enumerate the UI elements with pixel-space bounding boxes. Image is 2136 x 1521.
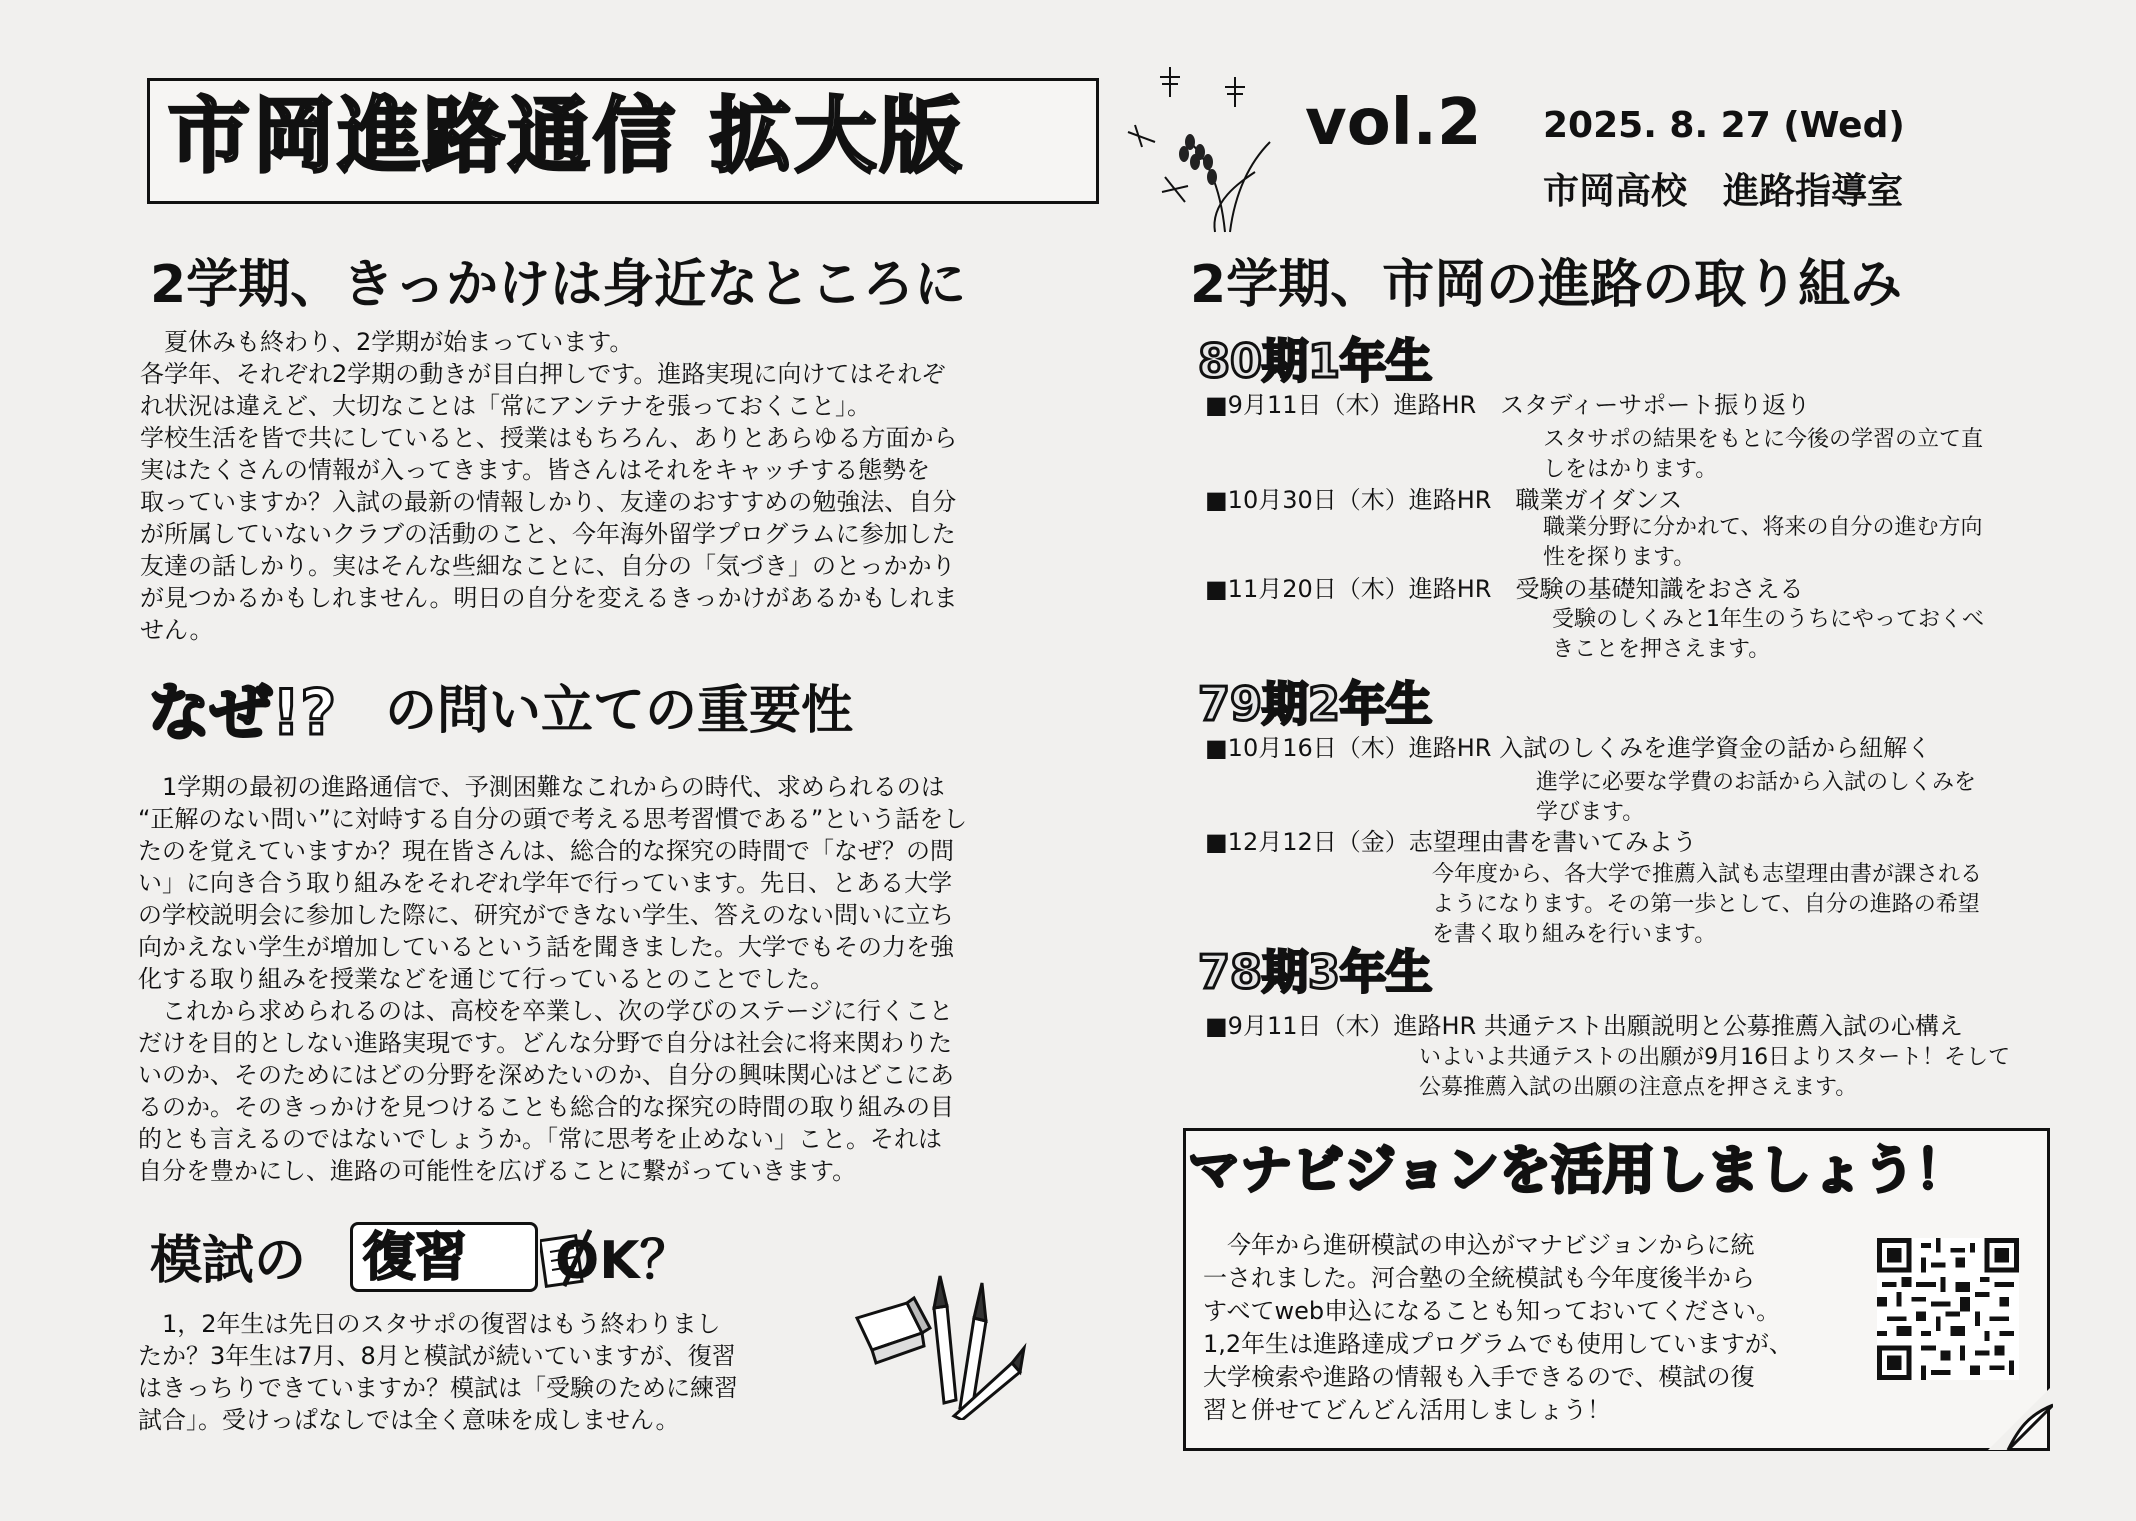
event-description: 進学に必要な学費のお話から入試のしくみを 学びます。 [1536, 770, 1977, 825]
page-curl-decoration [1988, 1385, 2053, 1450]
event-description: 今年度から、各大学で推薦入試も志望理由書が課される ようになります。その第一歩として、自分の進路の希望 を書く取り組みを行います。 [1432, 862, 1983, 947]
right-section-heading: 2学期、市岡の進路の取り組み [1190, 255, 1903, 315]
volume-number: vol.2 [1305, 86, 1482, 160]
grade-label-third-year: 78期3年生 [1198, 945, 1433, 999]
event-description: 受験のしくみと1年生のうちにやっておくべ きことを押さえます。 [1552, 607, 1984, 662]
naze-heading-graphic: なぜ!? [148, 676, 337, 749]
event-description: スタサポの結果をもとに今後の学習の立て直 しをはかります。 [1543, 427, 1984, 482]
event-title: ■10月30日（木）進路HR 職業ガイダンス [1205, 486, 1683, 514]
rice-dragonfly-illustration [1120, 62, 1290, 242]
school-name: 市岡高校 進路指導室 [1543, 171, 1904, 212]
event-description: 職業分野に分かれて、将来の自分の進む方向 性を探ります。 [1543, 515, 1983, 570]
review-badge [350, 1222, 538, 1292]
eraser-pencils-illustration [852, 1268, 1027, 1420]
event-title: ■9月11日（木）進路HR 共通テスト出願説明と公募推薦入試の心構え [1205, 1012, 1963, 1040]
question-paragraph: 1学期の最初の進路通信で、予測困難なこれからの時代、求められるのは “正解のない問い”に対峙する自分の頭で考える思考習慣である”という話をし たのを覚えていますか？現在皆さんは、総合的な探究の時間で「なぜ？の問 い」に向き合う取り組みをそれぞれ学年で行っています。先日、とある大学 の学校説明会に参加した際に、研究ができない学生、答えのない問いに立ち 向かえない学生が増加しているという話を聞きました。大学でもその力を強 化する取り組みを授業などを通じて行っているとのことでした。 これから求められるのは、高校を卒業し、次の学びのステージに行くこと だけを目的としない進路実現です。どんな分野で自分は社会に将来関わりた いのか、そのためにはどの分野を深めたいのか、自分の興味関心はどこにあ るのか。そのきっかけを見つけることも総合的な探究の時間の取り組みの目 的とも言えるのではないでしょうか。「常に思考を止めない」こと。それは 自分を豊かにし、進路の可能性を広げることに繋がっていきます。 [138, 773, 968, 1185]
section-heading-2nd-term: 2学期、きっかけは身近なところに [150, 255, 967, 315]
manavision-body: 今年から進研模試の申込がマナビジョンからに統 一されました。河合塾の全統模試も今年度後半から すべてweb申込になることも知っておいてください。 1,2年生は進路達成プログラムでも使用していますが、 大学検索や進路の情報も入手できるので、模試の復 習と併せてどんどん活用しましょう！ [1203, 1231, 1793, 1424]
masthead-title: 市岡進路通信 拡大版 [168, 89, 965, 184]
issue-date: 2025. 8. 27 (Wed) [1543, 105, 1905, 146]
qr-code-image[interactable] [1877, 1238, 2019, 1380]
event-title: ■9月11日（木）進路HR スタディーサポート振り返り [1205, 391, 1811, 419]
review-badge-label: 復習 [363, 1228, 468, 1288]
mock-exam-heading-ok: OK？ [555, 1231, 692, 1291]
event-title: ■10月16日（木）進路HR 入試のしくみを進学資金の話から紐解く [1205, 734, 1932, 762]
event-title: ■11月20日（木）進路HR 受験の基礎知識をおさえる [1205, 575, 1804, 603]
manavision-title: マナビジョンを活用しましょう！ [1188, 1141, 1967, 1201]
intro-paragraph: 夏休みも終わり、2学期が始まっています。 各学年、それぞれ2学期の動きが目白押しです。進路実現に向けてはそれぞ れ状況は違えど、大切なことは「常にアンテナを張っておくこと」。 学校生活を皆で共にしていると、授業はもちろん、ありとあらゆる方面から 実はたくさんの情報が入ってきます。皆さんはそれをキャッチする態勢を 取っていますか？入試の最新の情報しかり、友達のおすすめの勉強法、自分 が所属していないクラブの活動のこと、今年海外留学プログラムに参加した 友達の話しかり。実はそんな些細なことに、自分の「気づき」のとっかかり が見つかるかもしれません。明日の自分を変えるきっかけがあるかもしれま せん。 [140, 328, 958, 644]
grade-label-first-year: 80期1年生 [1198, 334, 1433, 388]
grade-label-second-year: 79期2年生 [1198, 677, 1433, 731]
question-heading: の問い立ての重要性 [385, 681, 854, 741]
mock-exam-paragraph: 1，2年生は先日のスタサポの復習はもう終わりまし たか？3年生は7月、8月と模試が続いていますが、復習 はきっちりできていますか？模試は「受験のために練習 試合」。受けっぱなしでは全く意味を成しません。 [138, 1310, 738, 1434]
event-title: ■12月12日（金）志望理由書を書いてみよう [1205, 828, 1697, 856]
mock-exam-heading: 模試の [150, 1231, 307, 1291]
event-description: いよいよ共通テストの出願が9月16日よりスタート！そして 公募推薦入試の出願の注意点を押さえます。 [1419, 1045, 2011, 1100]
